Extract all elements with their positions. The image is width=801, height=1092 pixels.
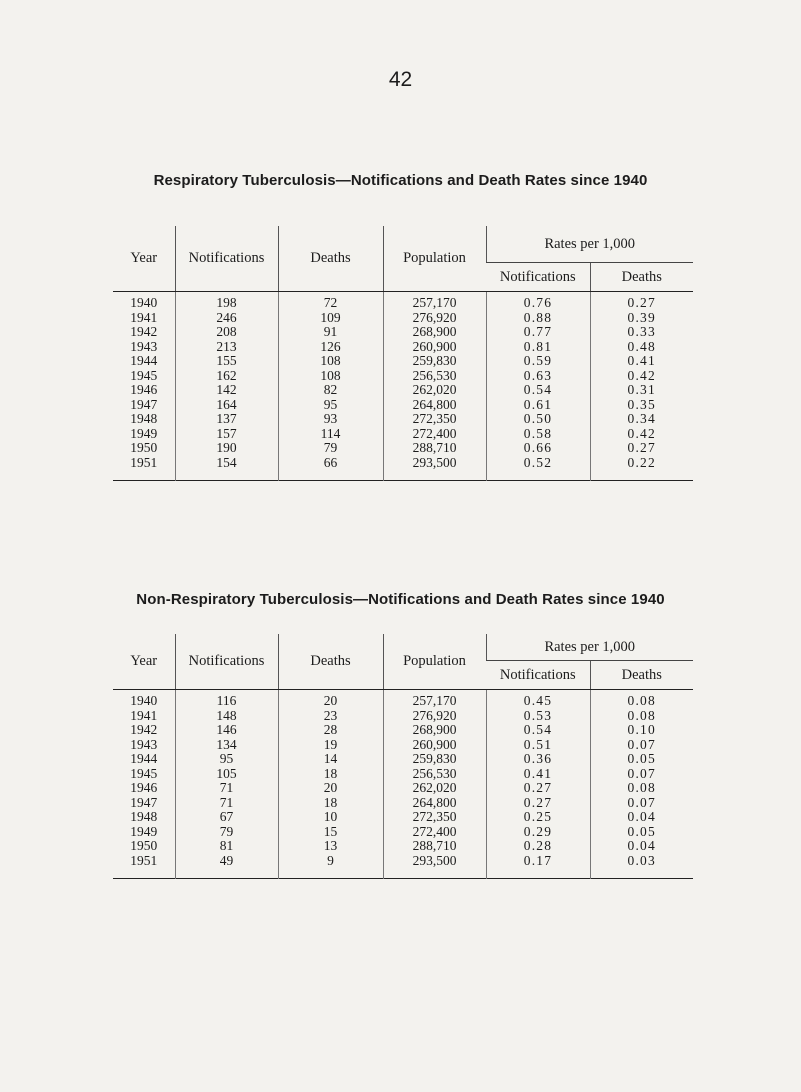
cell-notifications: 154 bbox=[175, 456, 278, 481]
cell-rate-notifications: 0.36 bbox=[486, 752, 590, 767]
table-row bbox=[113, 325, 693, 340]
cell-rate-deaths: 0.42 bbox=[590, 427, 693, 442]
cell-notifications: 95 bbox=[175, 752, 278, 767]
cell-deaths: 14 bbox=[278, 752, 383, 767]
cell-notifications: 79 bbox=[175, 825, 278, 840]
cell-rate-notifications: 0.28 bbox=[486, 839, 590, 854]
cell-deaths: 13 bbox=[278, 839, 383, 854]
cell-population: 260,900 bbox=[383, 340, 486, 355]
cell-population: 256,530 bbox=[383, 767, 486, 782]
header-rate-notifications: Notifications bbox=[486, 263, 590, 292]
cell-deaths: 23 bbox=[278, 709, 383, 724]
cell-rate-notifications: 0.63 bbox=[486, 369, 590, 384]
cell-deaths: 108 bbox=[278, 369, 383, 384]
table-row bbox=[113, 839, 693, 854]
cell-year: 1947 bbox=[130, 396, 158, 412]
cell-notifications: 198 bbox=[175, 292, 278, 311]
cell-rate-notifications: 0.81 bbox=[486, 340, 590, 355]
cell-rate-notifications: 0.45 bbox=[486, 690, 590, 709]
cell-deaths: 82 bbox=[278, 383, 383, 398]
cell-year: 1949 bbox=[130, 425, 158, 441]
header-rates-per-1000: Rates per 1,000 bbox=[486, 226, 693, 263]
cell-rate-notifications: 0.59 bbox=[486, 354, 590, 369]
table-row bbox=[113, 738, 693, 753]
header-population: Population bbox=[383, 226, 486, 292]
cell-year: 1951 bbox=[130, 852, 158, 868]
cell-rate-notifications: 0.27 bbox=[486, 781, 590, 796]
cell-rate-deaths: 0.35 bbox=[590, 398, 693, 413]
table-row bbox=[113, 369, 693, 384]
cell-rate-deaths: 0.04 bbox=[590, 810, 693, 825]
non-respiratory-table bbox=[113, 634, 693, 879]
header-year: Year bbox=[113, 634, 175, 690]
cell-rate-notifications: 0.77 bbox=[486, 325, 590, 340]
cell-rate-deaths: 0.39 bbox=[590, 311, 693, 326]
cell-population: 259,830 bbox=[383, 752, 486, 767]
cell-notifications: 71 bbox=[175, 781, 278, 796]
respiratory-table bbox=[113, 226, 693, 481]
table-row bbox=[113, 412, 693, 427]
cell-population: 257,170 bbox=[383, 690, 486, 709]
cell-rate-deaths: 0.27 bbox=[590, 441, 693, 456]
cell-population: 272,350 bbox=[383, 810, 486, 825]
cell-rate-deaths: 0.42 bbox=[590, 369, 693, 384]
cell-year: 1951 bbox=[130, 454, 158, 470]
cell-rate-notifications: 0.54 bbox=[486, 723, 590, 738]
cell-notifications: 137 bbox=[175, 412, 278, 427]
cell-deaths: 19 bbox=[278, 738, 383, 753]
header-notifications: Notifications bbox=[175, 226, 278, 292]
cell-population: 276,920 bbox=[383, 311, 486, 326]
cell-rate-deaths: 0.41 bbox=[590, 354, 693, 369]
cell-notifications: 146 bbox=[175, 723, 278, 738]
cell-deaths: 72 bbox=[278, 292, 383, 311]
cell-notifications: 116 bbox=[175, 690, 278, 709]
cell-notifications: 67 bbox=[175, 810, 278, 825]
cell-deaths: 93 bbox=[278, 412, 383, 427]
cell-population: 259,830 bbox=[383, 354, 486, 369]
cell-notifications: 190 bbox=[175, 441, 278, 456]
cell-year: 1943 bbox=[130, 338, 158, 354]
cell-year: 1940 bbox=[130, 693, 158, 708]
cell-year: 1940 bbox=[130, 295, 158, 310]
cell-notifications: 157 bbox=[175, 427, 278, 442]
header-rate-deaths: Deaths bbox=[590, 661, 693, 690]
table-row bbox=[113, 810, 693, 825]
cell-notifications: 81 bbox=[175, 839, 278, 854]
cell-population: 272,350 bbox=[383, 412, 486, 427]
cell-rate-deaths: 0.07 bbox=[590, 738, 693, 753]
cell-rate-notifications: 0.29 bbox=[486, 825, 590, 840]
cell-deaths: 20 bbox=[278, 781, 383, 796]
page-number: 42 bbox=[388, 68, 413, 91]
table-row bbox=[113, 709, 693, 724]
cell-rate-notifications: 0.58 bbox=[486, 427, 590, 442]
cell-deaths: 108 bbox=[278, 354, 383, 369]
cell-population: 268,900 bbox=[383, 723, 486, 738]
cell-year: 1942 bbox=[130, 324, 158, 339]
cell-year: 1948 bbox=[130, 809, 158, 824]
cell-notifications: 213 bbox=[175, 340, 278, 355]
cell-rate-deaths: 0.33 bbox=[590, 325, 693, 340]
cell-population: 262,020 bbox=[383, 383, 486, 398]
cell-notifications: 134 bbox=[175, 738, 278, 753]
table-row bbox=[113, 781, 693, 796]
cell-rate-deaths: 0.22 bbox=[590, 456, 693, 481]
cell-rate-notifications: 0.66 bbox=[486, 441, 590, 456]
cell-population: 288,710 bbox=[383, 441, 486, 456]
cell-deaths: 91 bbox=[278, 325, 383, 340]
cell-population: 272,400 bbox=[383, 427, 486, 442]
cell-rate-deaths: 0.27 bbox=[590, 292, 693, 311]
header-notifications: Notifications bbox=[175, 634, 278, 690]
cell-rate-notifications: 0.51 bbox=[486, 738, 590, 753]
table-row bbox=[113, 383, 693, 398]
cell-rate-notifications: 0.52 bbox=[486, 456, 590, 481]
cell-rate-deaths: 0.34 bbox=[590, 412, 693, 427]
cell-population: 272,400 bbox=[383, 825, 486, 840]
cell-population: 268,900 bbox=[383, 325, 486, 340]
cell-deaths: 126 bbox=[278, 340, 383, 355]
cell-deaths: 66 bbox=[278, 456, 383, 481]
cell-rate-notifications: 0.76 bbox=[486, 292, 590, 311]
cell-population: 264,800 bbox=[383, 796, 486, 811]
table-row bbox=[113, 825, 693, 840]
cell-year: 1946 bbox=[130, 382, 158, 397]
cell-notifications: 142 bbox=[175, 383, 278, 398]
cell-notifications: 162 bbox=[175, 369, 278, 384]
header-rate-notifications: Notifications bbox=[486, 661, 590, 690]
cell-year: 1945 bbox=[130, 367, 158, 383]
table-row bbox=[113, 767, 693, 782]
cell-year: 1950 bbox=[130, 838, 158, 853]
cell-deaths: 95 bbox=[278, 398, 383, 413]
cell-notifications: 208 bbox=[175, 325, 278, 340]
header-deaths: Deaths bbox=[278, 634, 383, 690]
cell-year: 1946 bbox=[130, 780, 158, 795]
cell-rate-deaths: 0.08 bbox=[590, 781, 693, 796]
cell-deaths: 18 bbox=[278, 796, 383, 811]
cell-year: 1944 bbox=[130, 353, 158, 368]
cell-notifications: 49 bbox=[175, 854, 278, 879]
cell-year: 1949 bbox=[130, 823, 158, 839]
table-row bbox=[113, 292, 693, 311]
cell-year: 1941 bbox=[130, 309, 158, 325]
cell-rate-notifications: 0.41 bbox=[486, 767, 590, 782]
cell-deaths: 20 bbox=[278, 690, 383, 709]
cell-rate-deaths: 0.10 bbox=[590, 723, 693, 738]
cell-deaths: 9 bbox=[278, 854, 383, 879]
header-population: Population bbox=[383, 634, 486, 690]
cell-deaths: 28 bbox=[278, 723, 383, 738]
non-respiratory-table-body bbox=[113, 690, 693, 879]
cell-deaths: 109 bbox=[278, 311, 383, 326]
table-row bbox=[113, 398, 693, 413]
cell-rate-deaths: 0.31 bbox=[590, 383, 693, 398]
cell-rate-notifications: 0.54 bbox=[486, 383, 590, 398]
cell-deaths: 15 bbox=[278, 825, 383, 840]
cell-rate-deaths: 0.48 bbox=[590, 340, 693, 355]
respiratory-table-body bbox=[113, 292, 693, 481]
cell-year: 1943 bbox=[130, 736, 158, 752]
cell-population: 293,500 bbox=[383, 456, 486, 481]
cell-population: 276,920 bbox=[383, 709, 486, 724]
header-rates-per-1000: Rates per 1,000 bbox=[486, 634, 693, 661]
table-row bbox=[113, 441, 693, 456]
table-row bbox=[113, 311, 693, 326]
cell-rate-deaths: 0.07 bbox=[590, 796, 693, 811]
table-row bbox=[113, 456, 693, 481]
cell-notifications: 71 bbox=[175, 796, 278, 811]
cell-rate-deaths: 0.03 bbox=[590, 854, 693, 879]
header-deaths: Deaths bbox=[278, 226, 383, 292]
cell-population: 260,900 bbox=[383, 738, 486, 753]
table-row bbox=[113, 427, 693, 442]
cell-year: 1944 bbox=[130, 751, 158, 766]
cell-population: 288,710 bbox=[383, 839, 486, 854]
cell-rate-deaths: 0.07 bbox=[590, 767, 693, 782]
cell-notifications: 105 bbox=[175, 767, 278, 782]
cell-year: 1945 bbox=[130, 765, 158, 781]
cell-rate-notifications: 0.50 bbox=[486, 412, 590, 427]
cell-population: 257,170 bbox=[383, 292, 486, 311]
non-respiratory-table-title: Non-Respiratory Tuberculosis—Notifications and Death Rates since 1940 bbox=[136, 591, 665, 608]
cell-rate-deaths: 0.05 bbox=[590, 825, 693, 840]
cell-rate-notifications: 0.25 bbox=[486, 810, 590, 825]
cell-deaths: 18 bbox=[278, 767, 383, 782]
cell-rate-deaths: 0.08 bbox=[590, 690, 693, 709]
cell-population: 264,800 bbox=[383, 398, 486, 413]
table-row bbox=[113, 752, 693, 767]
header-year: Year bbox=[113, 226, 175, 292]
respiratory-table-title: Respiratory Tuberculosis—Notifications and Death Rates since 1940 bbox=[153, 172, 648, 189]
cell-population: 293,500 bbox=[383, 854, 486, 879]
table-row bbox=[113, 854, 693, 879]
cell-deaths: 10 bbox=[278, 810, 383, 825]
cell-notifications: 155 bbox=[175, 354, 278, 369]
cell-rate-deaths: 0.08 bbox=[590, 709, 693, 724]
cell-rate-deaths: 0.04 bbox=[590, 839, 693, 854]
cell-notifications: 148 bbox=[175, 709, 278, 724]
cell-year: 1950 bbox=[130, 440, 158, 455]
table-row bbox=[113, 796, 693, 811]
cell-year: 1942 bbox=[130, 722, 158, 737]
table-row bbox=[113, 723, 693, 738]
header-rate-deaths: Deaths bbox=[590, 263, 693, 292]
cell-year: 1941 bbox=[130, 707, 158, 723]
table-row bbox=[113, 354, 693, 369]
cell-rate-notifications: 0.53 bbox=[486, 709, 590, 724]
cell-population: 256,530 bbox=[383, 369, 486, 384]
table-row bbox=[113, 690, 693, 709]
cell-year: 1947 bbox=[130, 794, 158, 810]
cell-notifications: 164 bbox=[175, 398, 278, 413]
cell-year: 1948 bbox=[130, 411, 158, 426]
cell-rate-deaths: 0.05 bbox=[590, 752, 693, 767]
table-row bbox=[113, 340, 693, 355]
cell-deaths: 114 bbox=[278, 427, 383, 442]
cell-deaths: 79 bbox=[278, 441, 383, 456]
cell-rate-notifications: 0.27 bbox=[486, 796, 590, 811]
cell-population: 262,020 bbox=[383, 781, 486, 796]
cell-notifications: 246 bbox=[175, 311, 278, 326]
cell-rate-notifications: 0.17 bbox=[486, 854, 590, 879]
cell-rate-notifications: 0.88 bbox=[486, 311, 590, 326]
cell-rate-notifications: 0.61 bbox=[486, 398, 590, 413]
